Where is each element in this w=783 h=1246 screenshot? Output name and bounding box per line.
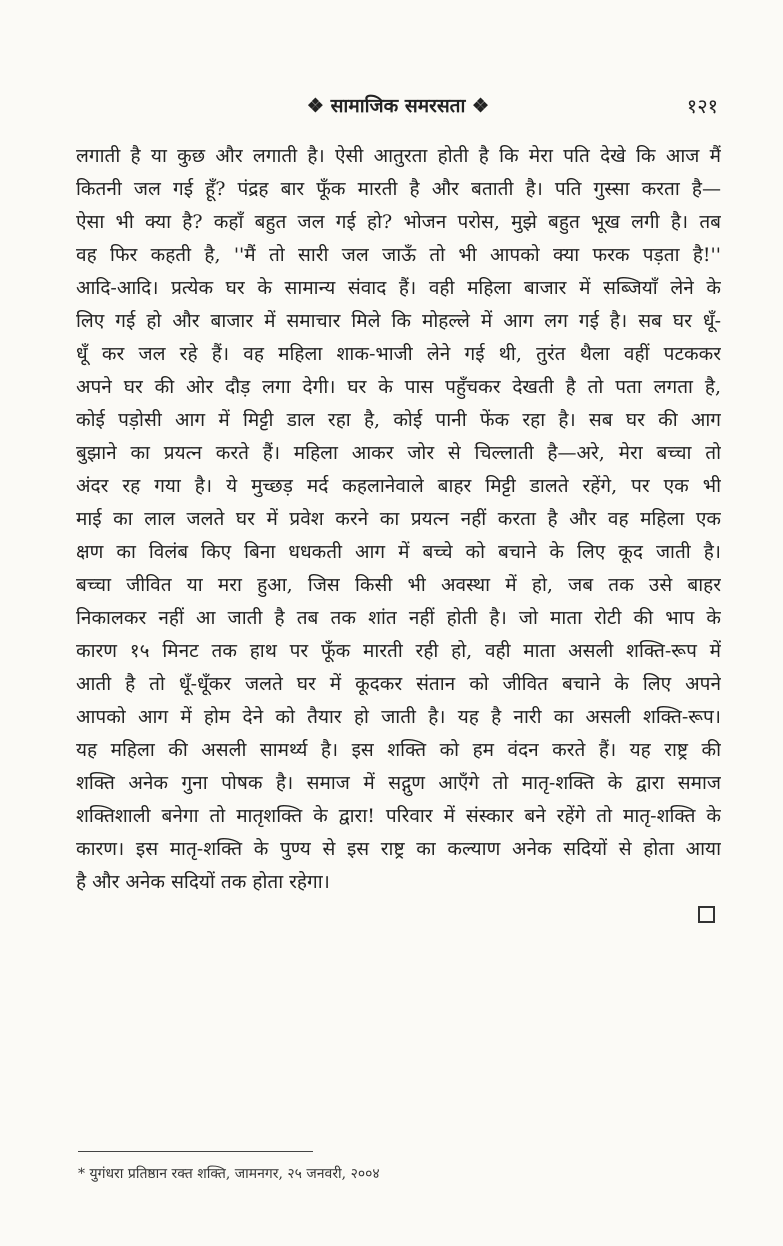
page-header	[78, 92, 718, 122]
text-line: लगाती है या कुछ और लगाती है। ऐसी आतुरता होती है कि मेरा पति देखे कि आज मैं	[76, 145, 721, 167]
text-line: कितनी जल गई हूँ? पंद्रह बार फूँक मारती है और बताती है। पति गुस्सा करता है—	[76, 178, 721, 200]
text-line: शक्ति अनेक गुना पोषक है। समाज में सद्गुण आएँगे तो मातृ-शक्ति के द्वारा समाज	[76, 772, 721, 794]
page-number: १२१	[686, 94, 718, 118]
text-line: बच्चा जीवित या मरा हुआ, जिस किसी भी अवस्था में हो, जब तक उसे बाहर	[76, 574, 721, 596]
running-title: ❖ सामाजिक समरसता ❖	[306, 95, 490, 117]
text-line: धूँ कर जल रहे हैं। वह महिला शाक-भाजी लेने गई थी, तुरंत थैला वहीं पटककर	[76, 343, 721, 365]
footnote-divider	[78, 1151, 313, 1152]
text-line: कारण। इस मातृ-शक्ति के पुण्य से इस राष्ट्र का कल्याण अनेक सदियों से होता आया	[76, 838, 721, 860]
text-line: अंदर रह गया है। ये मुच्छड़ मर्द कहलानेवाले बाहर मिट्टी डालते रहेंगे, पर एक भी	[76, 475, 721, 497]
end-of-section-box-icon	[698, 906, 715, 923]
text-line: निकालकर नहीं आ जाती है तब तक शांत नहीं होती है। जो माता रोटी की भाप के	[76, 607, 721, 629]
footnote: * युगंधरा प्रतिष्ठान रक्त शक्ति, जामनगर, २५ जनवरी, २००४	[78, 1166, 380, 1182]
text-line: आपको आग में होम देने को तैयार हो जाती है। यह है नारी का असली शक्ति-रूप।	[76, 706, 721, 728]
text-line: आदि-आदि। प्रत्येक घर के सामान्य संवाद हैं। वही महिला बाजार में सब्जियाँ लेने के	[76, 277, 721, 299]
text-line: ऐसा भी क्या है? कहाँ बहुत जल गई हो? भोजन परोस, मुझे बहुत भूख लगी है। तब	[76, 211, 721, 233]
text-line: कारण १५ मिनट तक हाथ पर फूँक मारती रही हो, वही माता असली शक्ति-रूप में	[76, 640, 721, 662]
text-line: कोई पड़ोसी आग में मिट्टी डाल रहा है, कोई पानी फेंक रहा है। सब घर की आग	[76, 409, 721, 431]
text-line: है और अनेक सदियों तक होता रहेगा।	[76, 871, 330, 893]
text-line: माई का लाल जलते घर में प्रवेश करने का प्रयत्न नहीं करता है और वह महिला एक	[76, 508, 721, 530]
text-line: लिए गई हो और बाजार में समाचार मिले कि मोहल्ले में आग लग गई है। सब घर धूँ-	[76, 310, 721, 332]
text-line: यह महिला की असली सामर्थ्य है। इस शक्ति को हम वंदन करते हैं। यह राष्ट्र की	[76, 739, 721, 761]
body-paragraph	[76, 140, 721, 899]
text-line: वह फिर कहती है, ''मैं तो सारी जल जाऊँ तो भी आपको क्या फरक पड़ता है!''	[76, 244, 721, 266]
text-line: अपने घर की ओर दौड़ लगा देगी। घर के पास पहुँचकर देखती है तो पता लगता है,	[76, 376, 721, 398]
text-line: आती है तो धूँ-धूँकर जलते घर में कूदकर संतान को जीवित बचाने के लिए अपने	[76, 673, 721, 695]
text-line: क्षण का विलंब किए बिना धधकती आग में बच्चे को बचाने के लिए कूद जाती है।	[76, 541, 721, 563]
text-line: बुझाने का प्रयत्न करते हैं। महिला आकर जोर से चिल्लाती है—अरे, मेरा बच्चा तो	[76, 442, 721, 464]
text-line: शक्तिशाली बनेगा तो मातृशक्ति के द्वारा! परिवार में संस्कार बने रहेंगे तो मातृ-शक्ति के	[76, 805, 721, 827]
